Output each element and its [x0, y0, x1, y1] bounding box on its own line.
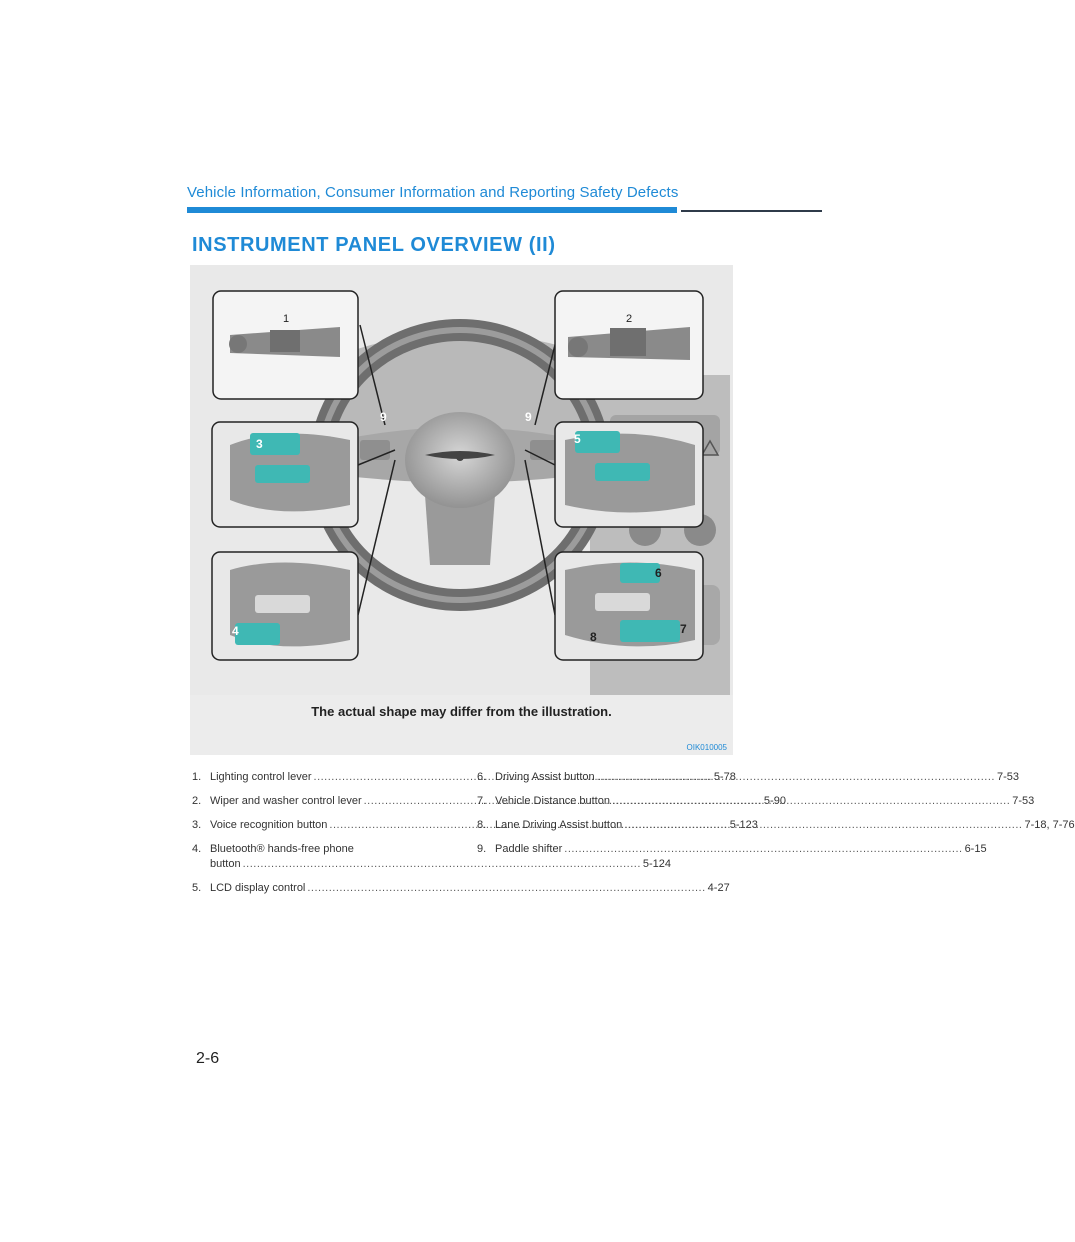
page-number: 2-6 — [196, 1050, 220, 1067]
legend-item-number: 1. — [192, 771, 202, 783]
legend-item-number: 5. — [192, 882, 202, 894]
legend-dot-leader — [564, 842, 962, 857]
callout-9-left: 9 — [380, 410, 387, 424]
legend-item-number: 7. — [477, 795, 487, 807]
legend-item-number: 4. — [192, 843, 202, 855]
legend-item-label: Paddle shifter — [495, 843, 563, 855]
legend-item — [477, 770, 1019, 785]
legend-item-number: 3. — [192, 819, 202, 831]
legend-item-page-ref[interactable]: 5-124 — [642, 858, 672, 870]
legend-item-number: 8. — [477, 819, 487, 831]
section-title: INSTRUMENT PANEL OVERVIEW (II) — [192, 234, 556, 256]
legend-item-number: 9. — [477, 843, 487, 855]
legend-item-label: LCD display control — [210, 882, 306, 894]
callout-2: 2 — [626, 313, 633, 325]
inset-lighting-lever — [213, 291, 358, 399]
legend-item-page-ref[interactable]: 5-123 — [729, 819, 758, 831]
legend-item-label: Bluetooth® hands-free phone — [210, 843, 354, 855]
legend-item-label: Lighting control lever — [210, 771, 312, 783]
legend-item-page-ref[interactable]: 7-53 — [996, 771, 1019, 783]
legend-item-label: Voice recognition button — [210, 819, 328, 831]
callout-3: 3 — [256, 437, 263, 451]
header-rule-primary — [187, 207, 677, 213]
chapter-header-title: Vehicle Information, Consumer Information and Reporting Safety Defects — [187, 184, 679, 201]
legend-item-page-ref[interactable]: 5-78 — [713, 771, 736, 783]
legend-item-page-ref[interactable]: 6-15 — [964, 843, 987, 855]
inset-left-spoke-voice — [212, 422, 358, 527]
legend-item-number: 6. — [477, 771, 487, 783]
instrument-panel-illustration — [190, 265, 733, 695]
inset-wiper-lever — [555, 291, 703, 399]
instrument-panel-figure — [190, 265, 733, 755]
header-rule-secondary — [681, 210, 822, 212]
left-spoke-switches — [360, 440, 390, 460]
legend-item-label: Wiper and washer control lever — [210, 795, 362, 807]
callout-9-right: 9 — [525, 410, 532, 424]
figure-code: OIK010005 — [686, 743, 727, 752]
legend-item-label: button — [210, 858, 241, 870]
callout-7: 7 — [680, 622, 687, 636]
legend-item-page-ref[interactable]: 5-90 — [763, 795, 786, 807]
legend-item-number: 2. — [192, 795, 202, 807]
legend-item-page-ref[interactable]: 4-27 — [707, 882, 730, 894]
legend-item-label: Driving Assist button — [495, 771, 595, 783]
legend-dot-leader — [307, 881, 705, 896]
legend-item-label: Vehicle Distance button — [495, 795, 610, 807]
callout-5: 5 — [574, 432, 581, 446]
callout-4: 4 — [232, 624, 239, 638]
legend-item-page-ref[interactable]: 7-53 — [1012, 795, 1035, 807]
inset-left-spoke-phone — [212, 552, 358, 660]
callout-6: 6 — [655, 566, 662, 580]
legend-item — [192, 881, 730, 896]
legend-item-label: Lane Driving Assist button — [495, 819, 623, 831]
callout-8: 8 — [590, 630, 597, 644]
legend-item-page-ref[interactable]: 7-18, 7-76 — [1024, 819, 1075, 831]
legend-item — [477, 842, 987, 857]
brand-emblem-icon — [456, 453, 464, 461]
figure-caption: The actual shape may differ from the illustration. — [311, 704, 612, 719]
callout-1: 1 — [283, 313, 290, 325]
legend-dot-leader — [597, 770, 995, 785]
inset-right-spoke-driving-assist — [555, 552, 703, 660]
legend-dot-leader — [624, 818, 1022, 833]
legend-dot-leader — [612, 794, 1010, 809]
